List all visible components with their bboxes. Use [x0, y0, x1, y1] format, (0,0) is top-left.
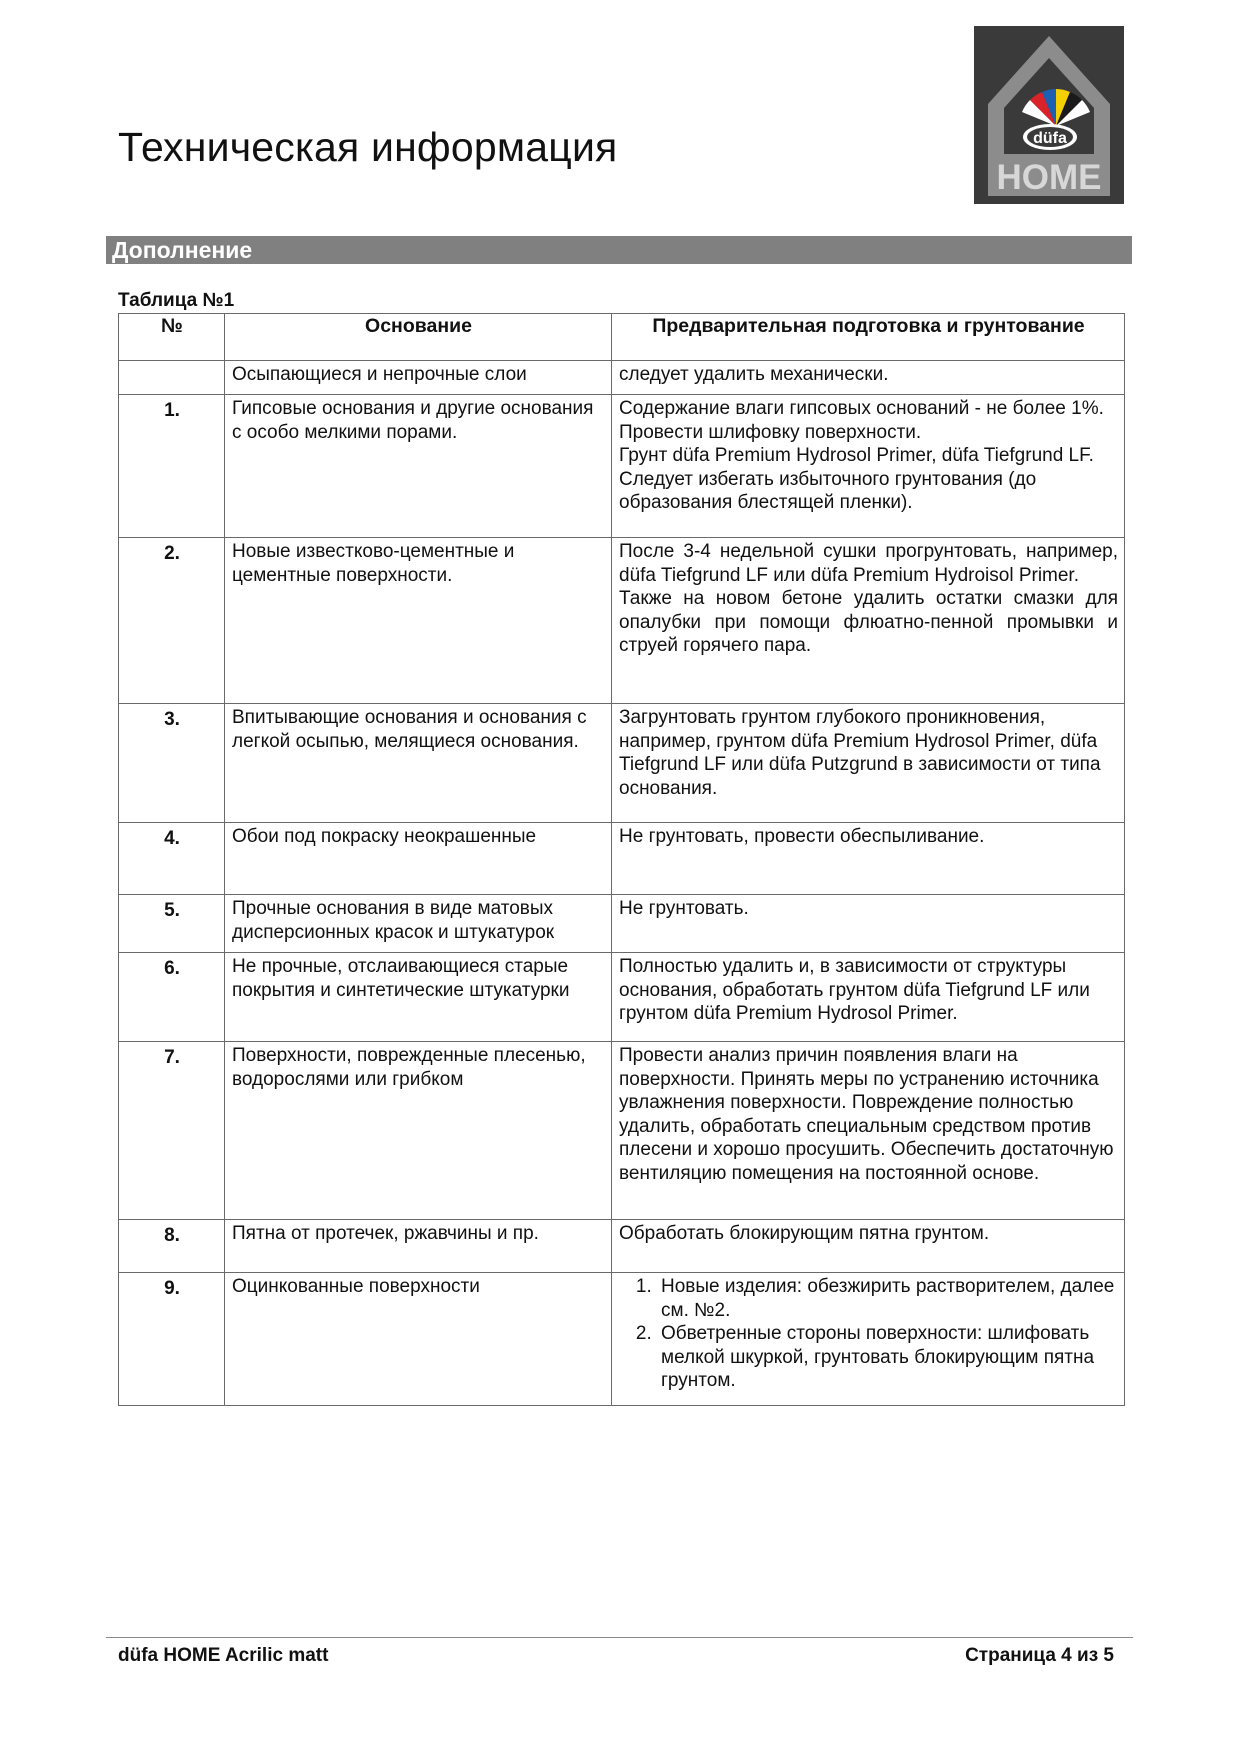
- row-preparation: Полностью удалить и, в зависимости от структуры основания, обработать грунтом düfa Tiefgrund LF или грунтом düfa Premium Hydrosol Primer.: [612, 953, 1125, 1042]
- row-preparation: Загрунтовать грунтом глубокого проникновения, например, грунтом düfa Premium Hydrosol Primer, düfa Tiefgrund LF или düfa Putzgrund в зависимости от типа основания.: [612, 704, 1125, 823]
- row-number: 3.: [119, 704, 225, 823]
- row-number: 8.: [119, 1220, 225, 1273]
- list-item: 2. Обветренные стороны поверхности: шлифовать мелкой шкуркой, грунтовать блокирующим пятна грунтом.: [657, 1322, 1118, 1393]
- logo-product-text: HOME: [996, 158, 1102, 197]
- table-row: [119, 395, 1125, 538]
- table-row: [119, 953, 1125, 1042]
- row-base: Осыпающиеся и непрочные слои: [225, 361, 612, 395]
- row-preparation: После 3-4 недельной сушки прогрунтовать, например, düfa Tiefgrund LF или düfa Premium Hydroisol Primer. Также на новом бетоне удалить остатки смазки для опалубки при помощи флюатно-пенной промывки и струей горячего пара.: [612, 538, 1125, 704]
- row-base: Обои под покраску неокрашенные: [225, 823, 612, 895]
- row-number: 5.: [119, 895, 225, 953]
- list-item: 1. Новые изделия: обезжирить растворителем, далее см. №2.: [657, 1275, 1118, 1322]
- table-caption: Таблица №1: [118, 290, 235, 311]
- row-preparation: следует удалить механически.: [612, 361, 1125, 395]
- table-row: [119, 823, 1125, 895]
- row-base: Поверхности, поврежденные плесенью, водорослями или грибком: [225, 1042, 612, 1220]
- footer-product-name: düfa HOME Acrilic matt: [118, 1645, 329, 1666]
- row-number: [119, 361, 225, 395]
- table-row: [119, 1220, 1125, 1273]
- row-base: Гипсовые основания и другие основания с особо мелкими порами.: [225, 395, 612, 538]
- row-preparation: Провести анализ причин появления влаги на поверхности. Принять меры по устранению источника увлажнения поверхности. Повреждение полностью удалить, обработать специальным средством против плесени и хорошо просушить. Обеспечить достаточную вентиляцию помещения на постоянной основе.: [612, 1042, 1125, 1220]
- table-row: [119, 538, 1125, 704]
- row-number: 1.: [119, 395, 225, 538]
- row-number: 6.: [119, 953, 225, 1042]
- row-base: Впитывающие основания и основания с легкой осыпью, мелящиеся основания.: [225, 704, 612, 823]
- column-header-base: Основание: [225, 314, 612, 361]
- row-preparation: Содержание влаги гипсовых оснований - не более 1%. Провести шлифовку поверхности. Грунт düfa Premium Hydrosol Primer, düfa Tiefgrund LF. Следует избегать избыточного грунтования (до образования блестящей пленки).: [612, 395, 1125, 538]
- row-preparation: [612, 1273, 1125, 1406]
- preparation-list: [619, 1275, 1118, 1393]
- row-preparation: Не грунтовать, провести обеспыливание.: [612, 823, 1125, 895]
- column-header-number: №: [119, 314, 225, 361]
- row-preparation: Не грунтовать.: [612, 895, 1125, 953]
- section-header: Дополнение: [106, 236, 1132, 264]
- table-row: [119, 704, 1125, 823]
- brand-logo: [974, 26, 1124, 204]
- table-row: [119, 895, 1125, 953]
- footer-divider: [106, 1637, 1133, 1638]
- row-preparation: Обработать блокирующим пятна грунтом.: [612, 1220, 1125, 1273]
- table-header-row: [119, 314, 1125, 361]
- column-header-preparation: Предварительная подготовка и грунтование: [612, 314, 1125, 361]
- row-number: 4.: [119, 823, 225, 895]
- row-base: Новые известково-цементные и цементные поверхности.: [225, 538, 612, 704]
- table-row: [119, 1042, 1125, 1220]
- table-row: [119, 361, 1125, 395]
- row-base: Пятна от протечек, ржавчины и пр.: [225, 1220, 612, 1273]
- footer-page-number: Страница 4 из 5: [965, 1645, 1114, 1666]
- row-base: Оцинкованные поверхности: [225, 1273, 612, 1406]
- row-number: 7.: [119, 1042, 225, 1220]
- logo-brand-text: düfa: [1033, 130, 1067, 147]
- row-number: 9.: [119, 1273, 225, 1406]
- row-number: 2.: [119, 538, 225, 704]
- substrate-table: [118, 313, 1125, 1406]
- page-title: Техническая информация: [118, 124, 618, 170]
- row-base: Не прочные, отслаивающиеся старые покрытия и синтетические штукатурки: [225, 953, 612, 1042]
- row-base: Прочные основания в виде матовых дисперсионных красок и штукатурок: [225, 895, 612, 953]
- table-row: [119, 1273, 1125, 1406]
